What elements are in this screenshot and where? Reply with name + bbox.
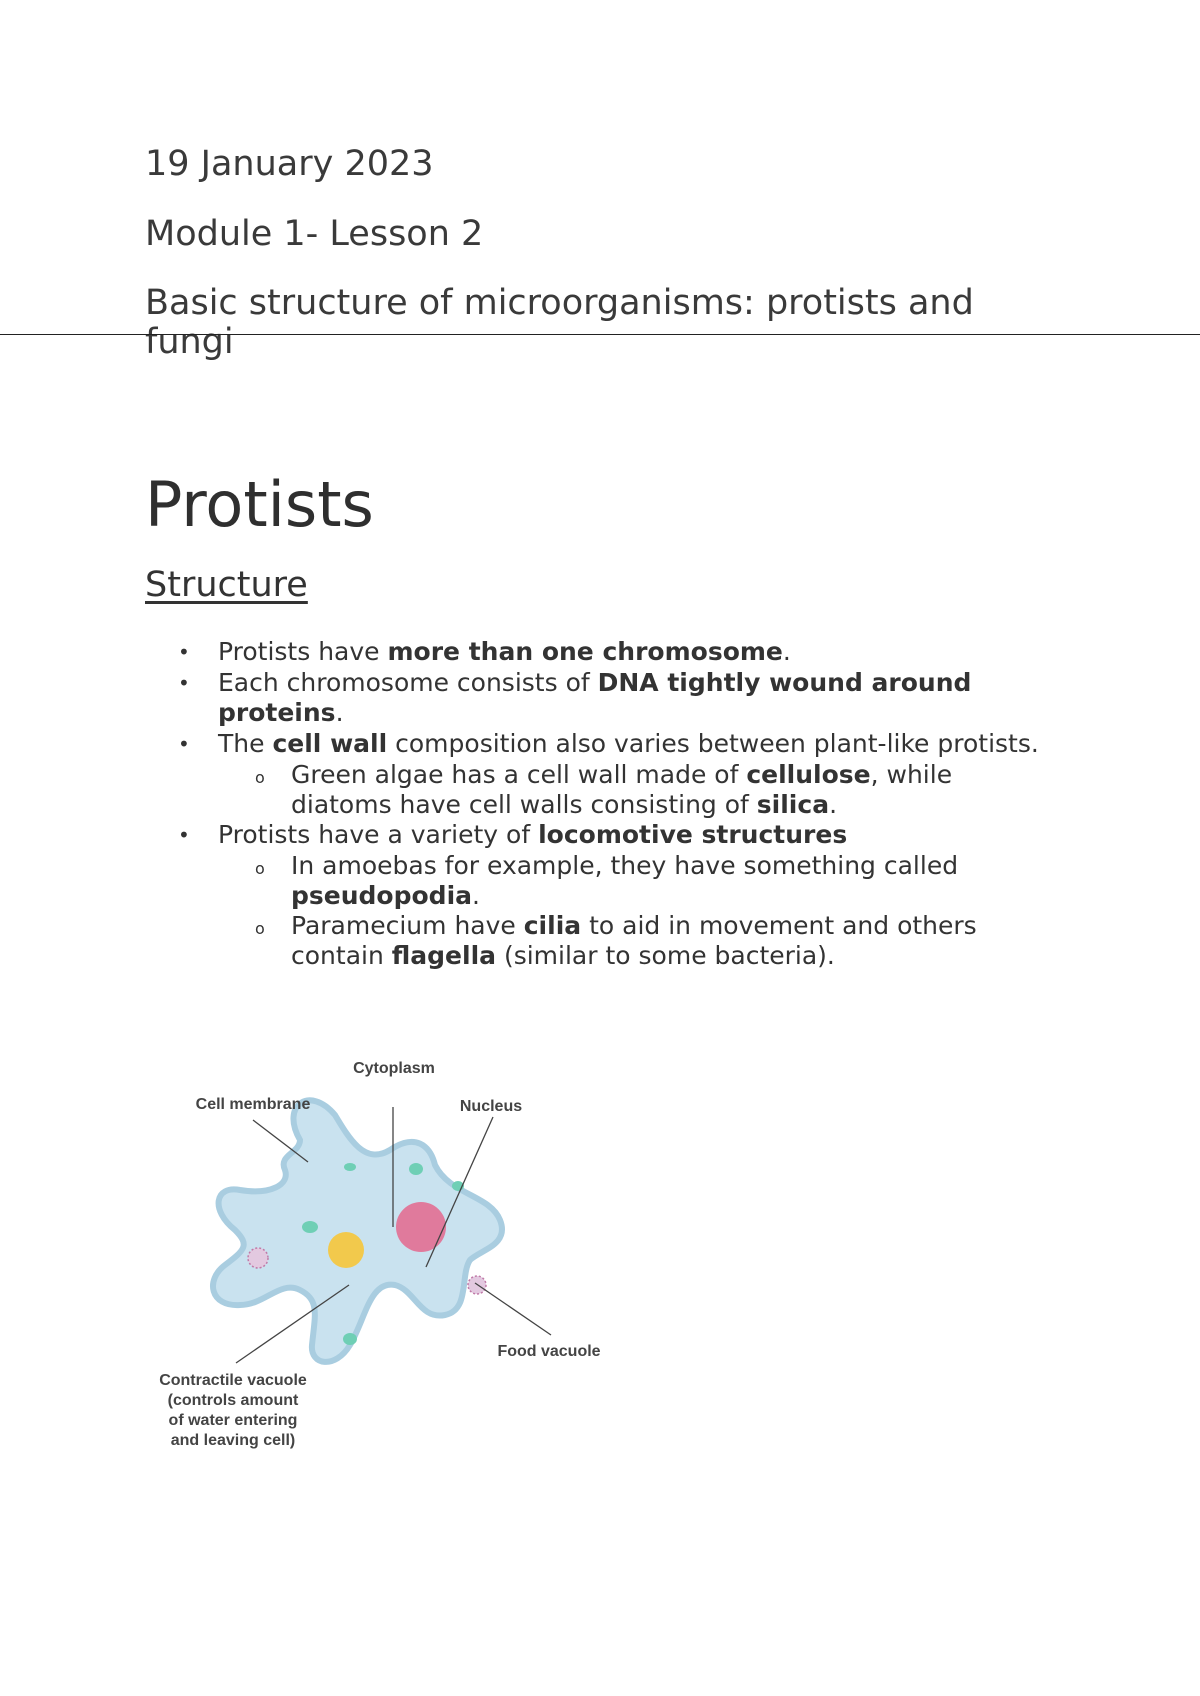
bullet-icon: • bbox=[178, 640, 190, 664]
label-cell-membrane: Cell membrane bbox=[195, 1096, 311, 1113]
vacuole-shape bbox=[409, 1163, 423, 1175]
sub-list-item: o Paramecium have cilia to aid in movement and others contain flagella (similar to some bacteria). bbox=[255, 911, 977, 970]
section-subheading: Structure bbox=[145, 565, 308, 605]
label-cytoplasm: Cytoplasm bbox=[353, 1060, 435, 1077]
bullet-list bbox=[178, 637, 1058, 971]
label-contractile-vacuole-line3: of water entering bbox=[168, 1412, 298, 1429]
vacuole-shape bbox=[344, 1163, 356, 1171]
list-item: • Protists have a variety of locomotive structures bbox=[178, 820, 848, 849]
nucleus-shape bbox=[396, 1202, 446, 1252]
document-date: 19 January 2023 bbox=[145, 144, 434, 184]
list-item: • Protists have more than one chromosome. bbox=[178, 637, 791, 666]
label-contractile-vacuole-line2: (controls amount bbox=[167, 1392, 299, 1409]
section-heading: Protists bbox=[145, 468, 374, 541]
contractile-vacuole-shape bbox=[328, 1232, 364, 1268]
document-title: Basic structure of microorganisms: protists and fungi bbox=[145, 283, 974, 362]
list-item: • The cell wall composition also varies between plant-like protists. bbox=[178, 729, 1039, 758]
bullet-icon: • bbox=[178, 823, 190, 847]
bullet-icon: • bbox=[178, 732, 190, 756]
sub-list-item: o Green algae has a cell wall made of cellulose, while diatoms have cell walls consisting of silica. bbox=[255, 760, 953, 819]
label-contractile-vacuole: Contractile vacuole bbox=[159, 1372, 307, 1389]
vacuole-shape bbox=[302, 1221, 318, 1233]
sub-list-item: o In amoebas for example, they have something called pseudopodia. bbox=[255, 851, 959, 910]
circle-bullet-icon: o bbox=[255, 768, 265, 787]
title-divider bbox=[0, 334, 1200, 335]
label-contractile-vacuole-line4: and leaving cell) bbox=[170, 1432, 296, 1449]
label-nucleus: Nucleus bbox=[459, 1098, 523, 1115]
module-lesson: Module 1- Lesson 2 bbox=[145, 214, 484, 254]
food-vacuole-shape bbox=[248, 1248, 268, 1268]
leader-line bbox=[475, 1283, 551, 1335]
circle-bullet-icon: o bbox=[255, 919, 265, 938]
label-food-vacuole: Food vacuole bbox=[497, 1343, 601, 1360]
circle-bullet-icon: o bbox=[255, 859, 265, 878]
bullet-icon: • bbox=[178, 671, 190, 695]
amoeba-cell-body bbox=[213, 1100, 502, 1362]
amoeba-diagram bbox=[150, 1045, 620, 1465]
vacuole-shape bbox=[343, 1333, 357, 1345]
list-item: • Each chromosome consists of DNA tightly wound around proteins. bbox=[178, 668, 972, 727]
